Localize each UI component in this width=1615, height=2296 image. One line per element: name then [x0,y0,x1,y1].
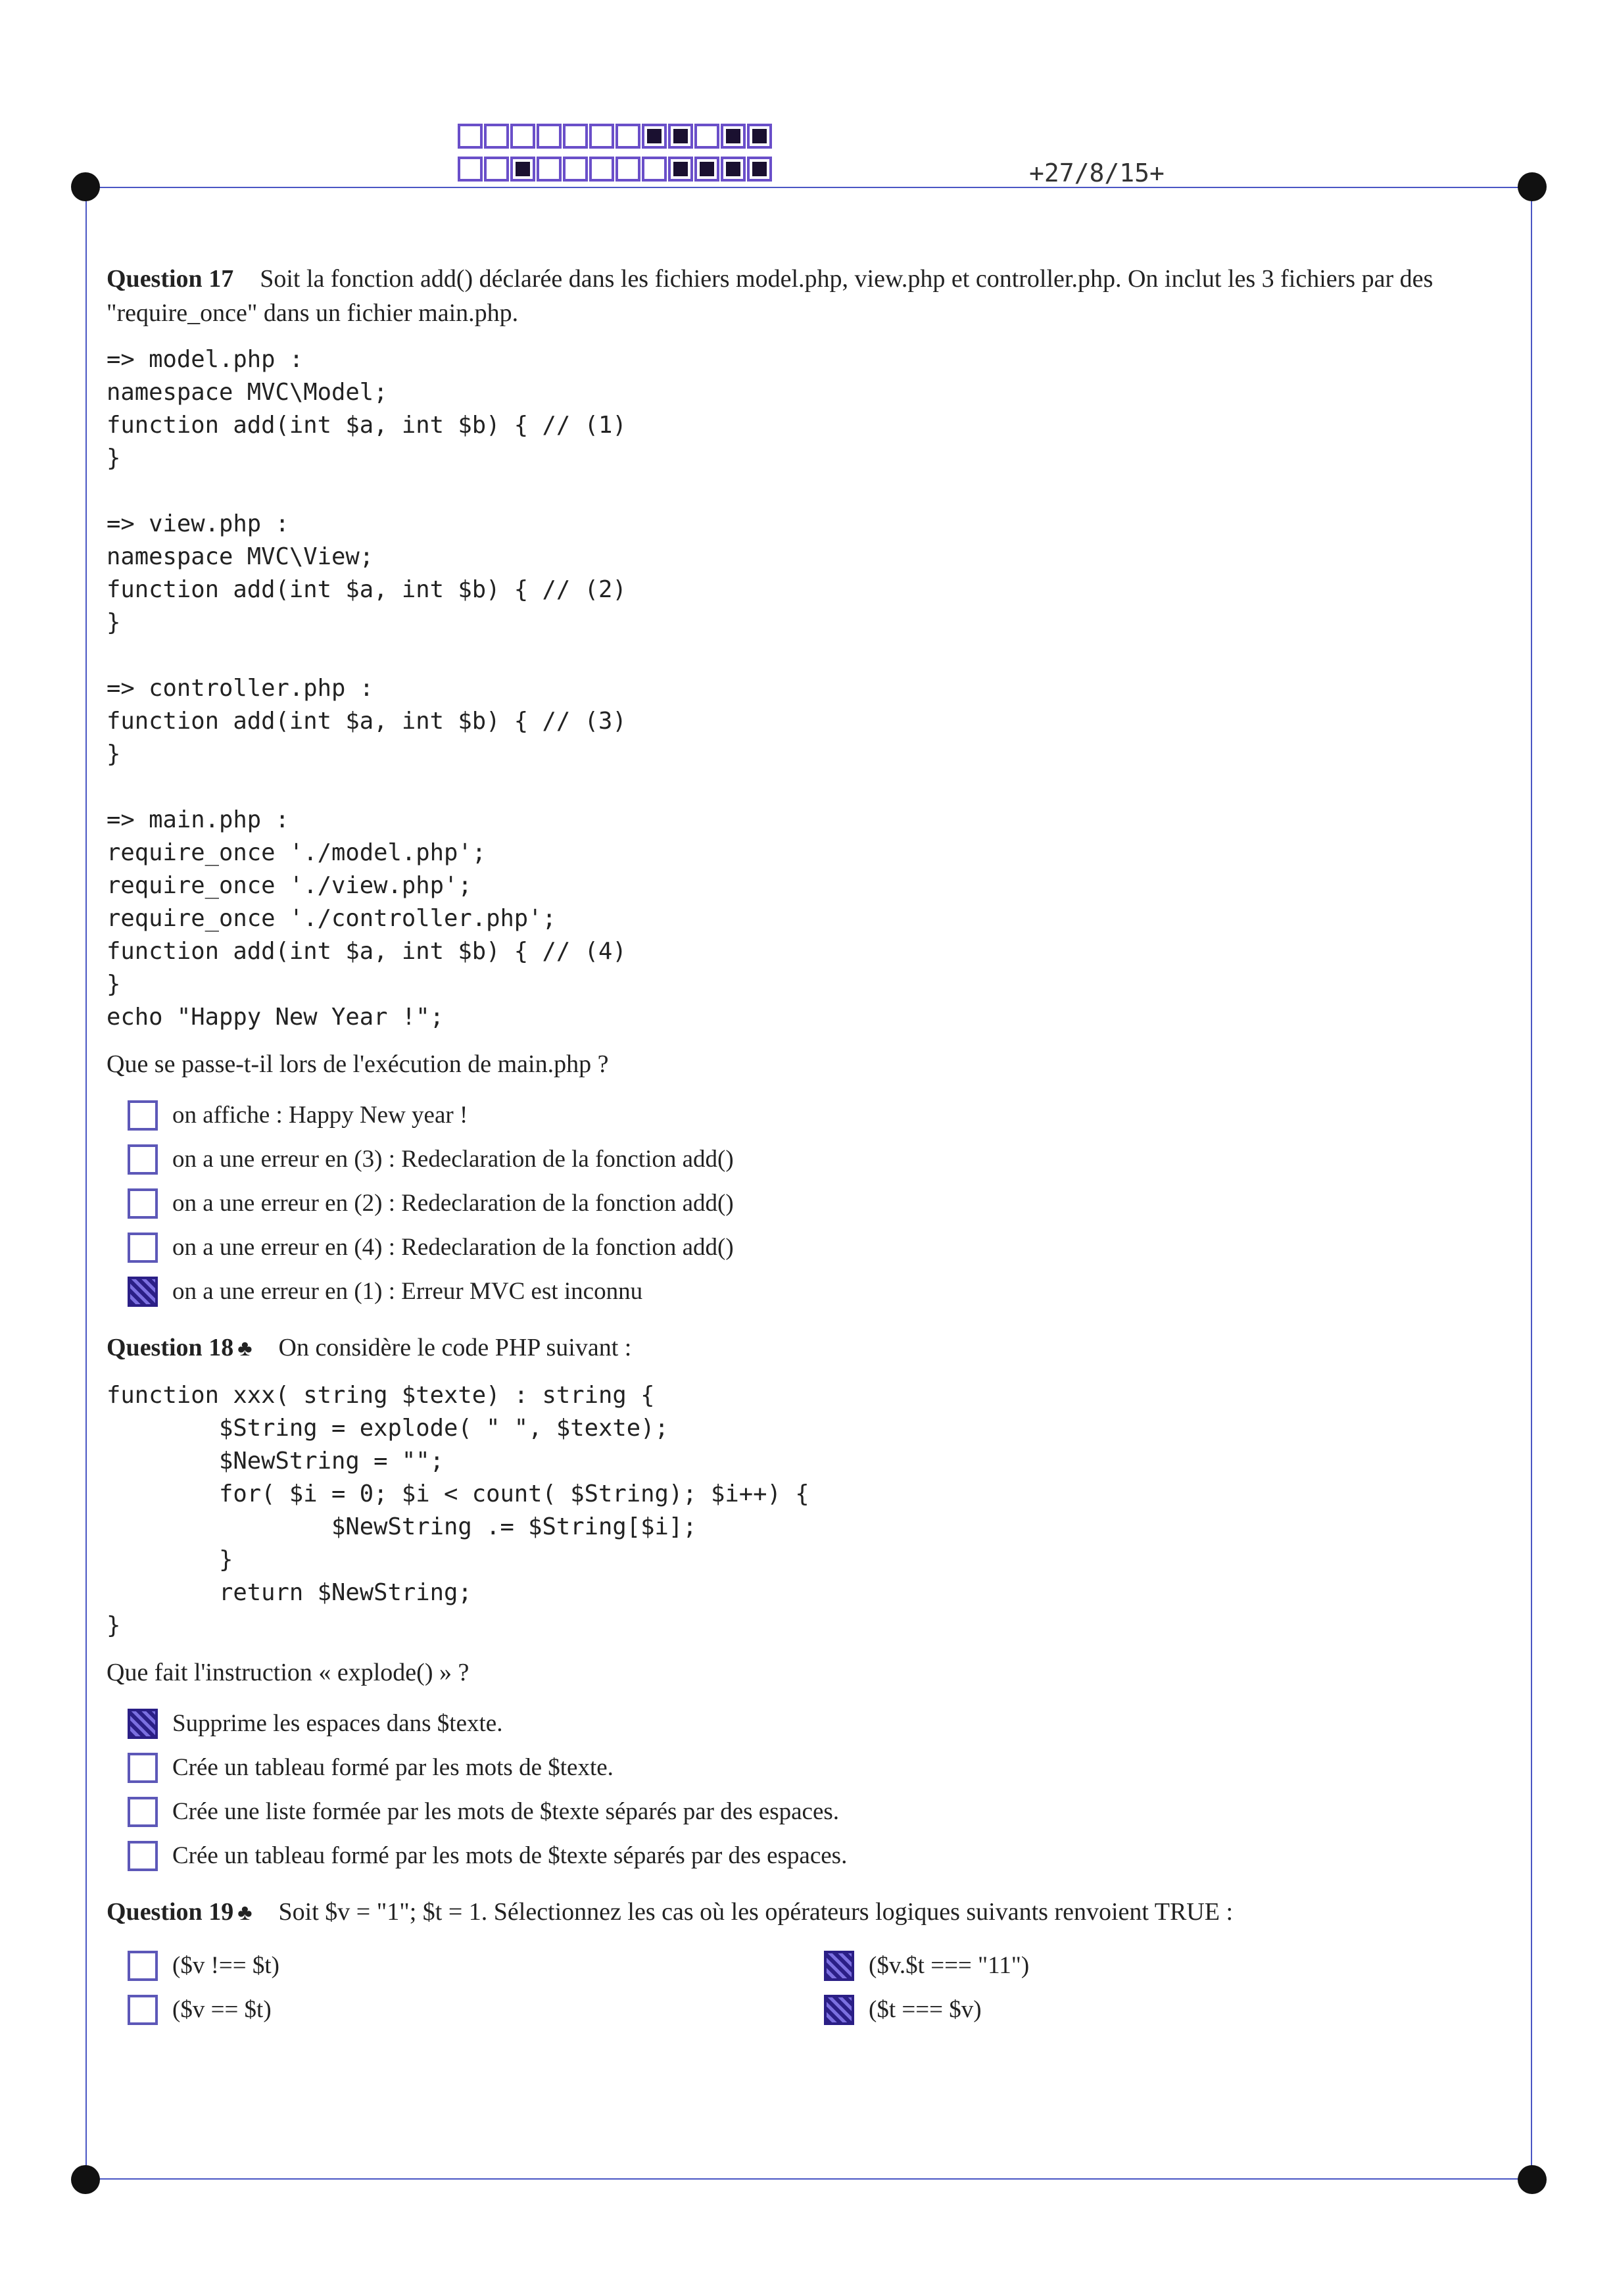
barcode-cell [510,157,535,182]
question-18-header [107,1331,1520,1366]
answer-option[interactable] [128,1701,1520,1746]
barcode-cell [537,157,562,182]
checkbox[interactable] [128,1144,158,1175]
question-17-header [107,262,1520,330]
question-19-header [107,1895,1520,1930]
options-left-column [128,1943,824,2032]
barcode-cell [484,157,509,182]
answer-option[interactable] [128,1093,1520,1137]
answer-label: ($v !== $t) [172,1952,279,1979]
barcode-cell [484,124,509,149]
barcode-cell [668,124,693,149]
answer-label: Crée un tableau formé par les mots de $texte. [172,1754,614,1781]
question-17-options [128,1093,1520,1313]
barcode-cell [747,157,772,182]
answer-option[interactable] [128,1988,824,2032]
question-17-text: Soit la fonction add() déclarée dans les fichiers model.php, view.php et controller.php. On inclut les 3 fichiers par des "require_once" dans un fichier main.php. [107,265,1434,327]
question-18-options [128,1701,1520,1878]
barcode-cell [694,157,719,182]
answer-label: on a une erreur en (4) : Redeclaration de la fonction add() [172,1234,734,1261]
barcode-cell [721,157,746,182]
question-17-prompt: Que se passe-t-il lors de l'exécution de main.php ? [107,1050,609,1078]
barcode-cell [537,124,562,149]
barcode-cell [668,157,693,182]
question-18-number: Question 18 [107,1334,234,1361]
checkbox[interactable] [128,1277,158,1307]
answer-label: on a une erreur en (1) : Erreur MVC est inconnu [172,1278,643,1305]
question-17-code: => model.php : namespace MVC\Model; function add(int $a, int $b) { // (1) } => view.php : namespace MVC\View; function add(int $a, int $b) { // (2) } => controller.php : function add(int $a, int $b) { // (3) } => main.php : require_once './model.php'; require_once './view.php'; require_once './controller.php'; function add(int $a, int $b) { // (4) } echo "Happy New Year !"; [107,346,627,1031]
barcode-cell [694,124,719,149]
barcode-cell [747,124,772,149]
barcode-row-2 [458,157,773,182]
checkbox[interactable] [128,1709,158,1739]
corner-mark-top-left [71,172,100,201]
answer-option[interactable] [128,1746,1520,1790]
answer-label: Supprime les espaces dans $texte. [172,1710,503,1737]
checkbox[interactable] [128,1753,158,1783]
barcode-cell [510,124,535,149]
checkbox[interactable] [128,1188,158,1219]
answer-label: Crée un tableau formé par les mots de $texte séparés par des espaces. [172,1842,848,1869]
answer-option[interactable] [128,1943,824,1988]
answer-option[interactable] [128,1269,1520,1313]
question-19-text: Soit $v = "1"; $t = 1. Sélectionnez les cas où les opérateurs logiques suivants renvoient TRUE : [278,1898,1234,1926]
answer-label: Crée une liste formée par les mots de $texte séparés par des espaces. [172,1798,840,1825]
answer-option[interactable] [128,1790,1520,1834]
options-right-column [824,1943,1520,2032]
answer-label: ($v == $t) [172,1996,272,2023]
exam-content [107,262,1520,2032]
answer-option[interactable] [128,1834,1520,1878]
checkbox[interactable] [128,1841,158,1871]
checkbox[interactable] [824,1995,854,2025]
barcode-cell [458,124,483,149]
barcode-row-1 [458,124,773,149]
barcode-cell [721,124,746,149]
answer-option[interactable] [128,1181,1520,1225]
checkbox[interactable] [128,1797,158,1827]
answer-label: on affiche : Happy New year ! [172,1102,468,1129]
barcode-cell [615,157,640,182]
question-17-label: Question 17 [107,265,234,293]
answer-label: on a une erreur en (3) : Redeclaration de la fonction add() [172,1146,734,1173]
answer-option[interactable] [128,1225,1520,1269]
question-18-text: On considère le code PHP suivant : [278,1334,632,1361]
answer-option[interactable] [128,1137,1520,1181]
barcode-cell [615,124,640,149]
barcode-cell [642,157,667,182]
question-19-options [128,1943,1520,2032]
answer-label: on a une erreur en (2) : Redeclaration de la fonction add() [172,1190,734,1217]
barcode-cell [458,157,483,182]
barcode-cell [589,124,614,149]
checkbox[interactable] [128,1100,158,1131]
corner-mark-top-right [1518,172,1547,201]
question-19-label [107,1898,253,1926]
question-18-label [107,1334,253,1361]
answer-label: ($v.$t === "11") [869,1952,1030,1979]
answer-label: ($t === $v) [869,1996,982,2023]
corner-mark-bottom-left [71,2165,100,2194]
barcode-cell [563,124,588,149]
checkbox[interactable] [824,1951,854,1981]
answer-option[interactable] [824,1943,1520,1988]
page-id: +27/8/15+ [1029,159,1165,187]
question-19-number: Question 19 [107,1898,234,1926]
question-18-code: function xxx( string $texte) : string { $String = explode( " ", $texte); $NewString = ""; for( $i = 0; $i < count( $String); $i++) { $NewString .= $String[$i]; } return $NewString; } [107,1382,809,1639]
corner-mark-bottom-right [1518,2165,1547,2194]
checkbox[interactable] [128,1233,158,1263]
club-icon: ♣ [237,1336,253,1361]
club-icon: ♣ [237,1901,253,1925]
answer-option[interactable] [824,1988,1520,2032]
barcode-cell [589,157,614,182]
barcode-cell [563,157,588,182]
checkbox[interactable] [128,1951,158,1981]
question-18-prompt: Que fait l'instruction « explode() » ? [107,1659,470,1686]
barcode-cell [642,124,667,149]
checkbox[interactable] [128,1995,158,2025]
